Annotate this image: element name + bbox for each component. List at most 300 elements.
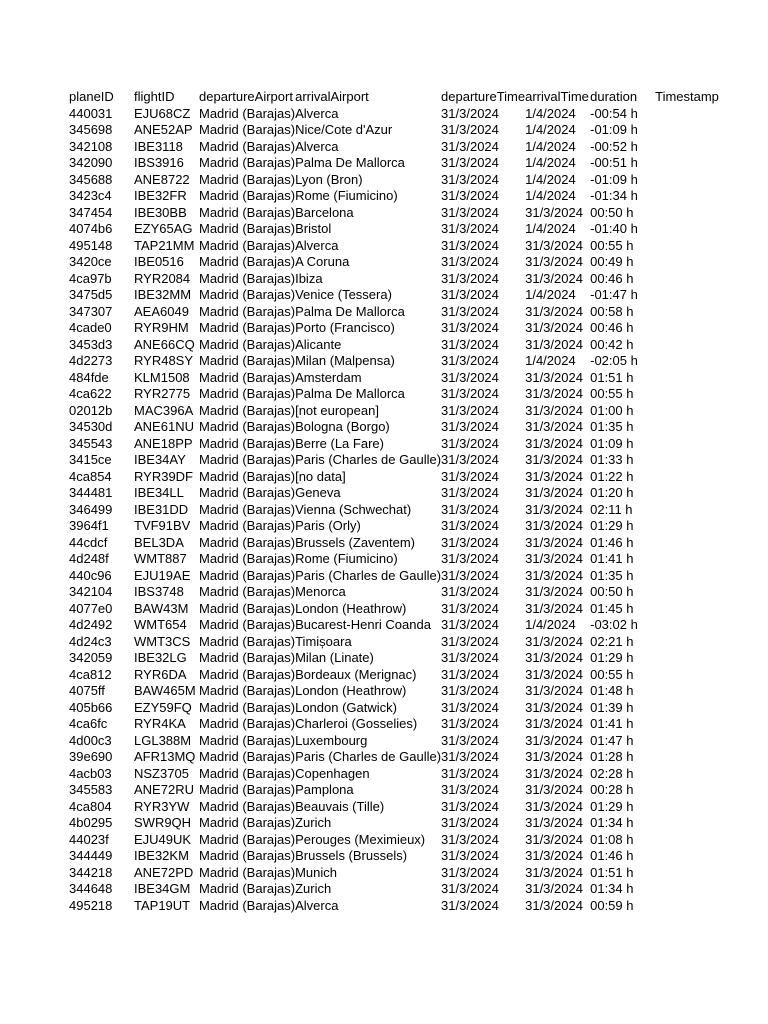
table-cell[interactable]: 495148 <box>69 237 113 253</box>
table-cell[interactable]: 01:00 h <box>590 402 634 418</box>
table-cell[interactable]: 31/3/2024 <box>441 732 499 748</box>
table-cell[interactable]: 31/3/2024 <box>441 716 499 731</box>
table-cell[interactable]: Bologna (Borgo) <box>295 419 390 434</box>
table-cell[interactable]: 01:51 h <box>590 369 634 385</box>
table-cell[interactable]: 31/3/2024 <box>525 320 583 335</box>
table-cell[interactable]: 31/3/2024 <box>525 303 583 319</box>
table-cell[interactable]: 1/4/2024 <box>525 171 576 187</box>
table-cell[interactable]: 31/3/2024 <box>525 435 583 451</box>
header-cell[interactable]: arrivalAirport <box>295 89 369 104</box>
table-cell[interactable]: 01:20 h <box>590 485 634 500</box>
table-cell[interactable]: 31/3/2024 <box>441 683 499 698</box>
table-cell[interactable] <box>655 485 735 502</box>
table-cell[interactable]: ANE18PP <box>134 435 193 451</box>
table-cell[interactable]: 31/3/2024 <box>525 501 583 517</box>
table-cell[interactable]: 345688 <box>69 171 113 187</box>
table-cell[interactable]: 01:46 h <box>590 534 634 550</box>
table-cell[interactable]: Madrid (Barajas) <box>199 105 296 121</box>
table-cell[interactable]: Brussels (Brussels) <box>295 848 408 863</box>
table-cell[interactable]: 31/3/2024 <box>525 254 583 269</box>
table-cell[interactable]: [no data] <box>295 468 346 484</box>
table-cell[interactable]: Madrid (Barajas) <box>199 386 296 401</box>
table-cell[interactable]: 39e690 <box>69 749 113 764</box>
table-cell[interactable]: Paris (Charles de Gaulle) <box>295 452 442 467</box>
table-cell[interactable]: Madrid (Barajas) <box>199 138 296 154</box>
table-cell[interactable]: Venice (Tessera) <box>295 287 392 302</box>
table-cell[interactable]: Madrid (Barajas) <box>199 650 296 665</box>
table-cell[interactable]: IBE34AY <box>134 452 186 467</box>
table-cell[interactable]: 31/3/2024 <box>441 171 499 187</box>
table-cell[interactable]: A Coruna <box>295 254 350 269</box>
table-cell[interactable]: 31/3/2024 <box>441 897 499 913</box>
table-cell[interactable]: Madrid (Barajas) <box>199 848 296 863</box>
table-cell[interactable]: 31/3/2024 <box>441 138 499 154</box>
table-cell[interactable]: 01:33 h <box>590 452 634 467</box>
table-cell[interactable]: Barcelona <box>295 204 354 220</box>
table-cell[interactable]: 1/4/2024 <box>525 188 576 203</box>
table-cell[interactable]: Madrid (Barajas) <box>199 485 296 500</box>
header-cell[interactable]: arrivalTime <box>525 89 589 104</box>
table-cell[interactable]: NSZ3705 <box>134 765 189 781</box>
table-cell[interactable]: London (Heathrow) <box>295 600 407 616</box>
table-cell[interactable]: -01:09 h <box>590 122 638 137</box>
table-cell[interactable]: Alverca <box>295 237 339 253</box>
table-cell[interactable]: -01:47 h <box>590 287 638 302</box>
table-cell[interactable]: Madrid (Barajas) <box>199 518 296 533</box>
table-cell[interactable] <box>655 320 735 337</box>
table-cell[interactable]: IBS3916 <box>134 155 184 170</box>
table-cell[interactable]: TVF91BV <box>134 518 191 533</box>
table-cell[interactable]: 31/3/2024 <box>441 435 499 451</box>
table-cell[interactable]: 1/4/2024 <box>525 155 576 170</box>
table-cell[interactable]: 31/3/2024 <box>525 716 583 731</box>
table-cell[interactable] <box>655 172 735 189</box>
table-cell[interactable]: 31/3/2024 <box>441 353 499 368</box>
table-cell[interactable]: 31/3/2024 <box>441 518 499 533</box>
table-cell[interactable]: 31/3/2024 <box>441 633 499 649</box>
table-cell[interactable]: 345543 <box>69 435 113 451</box>
table-cell[interactable] <box>655 799 735 816</box>
table-cell[interactable]: Madrid (Barajas) <box>199 320 296 335</box>
table-cell[interactable]: Madrid (Barajas) <box>199 584 296 599</box>
table-cell[interactable]: 31/3/2024 <box>441 848 499 863</box>
table-cell[interactable]: 00:42 h <box>590 336 634 352</box>
table-cell[interactable] <box>655 535 735 552</box>
table-cell[interactable] <box>655 469 735 486</box>
table-cell[interactable]: 31/3/2024 <box>441 270 499 286</box>
table-cell[interactable]: 31/3/2024 <box>525 468 583 484</box>
table-cell[interactable]: 01:28 h <box>590 749 634 764</box>
table-cell[interactable]: Madrid (Barajas) <box>199 188 296 203</box>
table-cell[interactable]: 342108 <box>69 138 113 154</box>
table-cell[interactable]: 31/3/2024 <box>525 402 583 418</box>
table-cell[interactable] <box>655 749 735 766</box>
table-cell[interactable]: -03:02 h <box>590 617 638 632</box>
table-cell[interactable]: EZY59FQ <box>134 699 192 715</box>
table-cell[interactable] <box>655 238 735 255</box>
table-cell[interactable] <box>655 568 735 585</box>
table-cell[interactable]: 31/3/2024 <box>525 336 583 352</box>
table-cell[interactable]: 31/3/2024 <box>441 501 499 517</box>
table-cell[interactable]: 01:41 h <box>590 716 634 731</box>
table-cell[interactable] <box>655 584 735 601</box>
table-cell[interactable] <box>655 337 735 354</box>
table-cell[interactable]: 01:46 h <box>590 848 634 863</box>
table-cell[interactable]: Madrid (Barajas) <box>199 501 296 517</box>
table-cell[interactable]: Beauvais (Tille) <box>295 798 385 814</box>
table-cell[interactable]: ANE72RU <box>134 782 194 797</box>
table-cell[interactable]: Copenhagen <box>295 765 370 781</box>
table-cell[interactable]: Milan (Malpensa) <box>295 353 395 368</box>
table-cell[interactable]: Madrid (Barajas) <box>199 534 296 550</box>
table-cell[interactable]: 440031 <box>69 105 113 121</box>
table-cell[interactable]: Madrid (Barajas) <box>199 897 296 913</box>
table-cell[interactable]: Madrid (Barajas) <box>199 353 296 368</box>
table-cell[interactable]: 31/3/2024 <box>441 254 499 269</box>
table-cell[interactable]: 4d24c3 <box>69 633 112 649</box>
table-cell[interactable]: 1/4/2024 <box>525 287 576 302</box>
table-cell[interactable]: Madrid (Barajas) <box>199 683 296 698</box>
table-cell[interactable]: ANE72PD <box>134 864 194 880</box>
table-cell[interactable]: 31/3/2024 <box>525 881 583 896</box>
table-cell[interactable]: 31/3/2024 <box>525 518 583 533</box>
table-cell[interactable]: 3415ce <box>69 452 112 467</box>
table-cell[interactable]: Alverca <box>295 138 339 154</box>
table-cell[interactable]: 01:35 h <box>590 419 634 434</box>
table-cell[interactable]: -00:51 h <box>590 155 638 170</box>
table-cell[interactable]: -01:40 h <box>590 221 638 236</box>
table-cell[interactable]: 00:50 h <box>590 204 634 220</box>
table-cell[interactable] <box>655 634 735 651</box>
table-cell[interactable]: Madrid (Barajas) <box>199 221 296 236</box>
table-cell[interactable]: RYR4KA <box>134 716 186 731</box>
table-cell[interactable]: 3475d5 <box>69 287 113 302</box>
table-cell[interactable]: ANE8722 <box>134 171 190 187</box>
table-cell[interactable]: 4ca622 <box>69 386 112 401</box>
table-cell[interactable]: IBE32FR <box>134 188 187 203</box>
table-cell[interactable]: -01:34 h <box>590 188 638 203</box>
table-cell[interactable]: 1/4/2024 <box>525 617 576 632</box>
table-cell[interactable]: 00:50 h <box>590 584 634 599</box>
table-cell[interactable]: 01:22 h <box>590 468 634 484</box>
table-cell[interactable]: 31/3/2024 <box>525 831 583 847</box>
table-cell[interactable]: IBE31DD <box>134 501 189 517</box>
table-cell[interactable]: Madrid (Barajas) <box>199 749 296 764</box>
table-cell[interactable]: Alverca <box>295 105 339 121</box>
table-cell[interactable]: Madrid (Barajas) <box>199 287 296 302</box>
table-cell[interactable]: Madrid (Barajas) <box>199 881 296 896</box>
table-cell[interactable]: Luxembourg <box>295 732 368 748</box>
table-cell[interactable]: 31/3/2024 <box>525 815 583 830</box>
table-cell[interactable]: 00:58 h <box>590 303 634 319</box>
table-cell[interactable]: 1/4/2024 <box>525 105 576 121</box>
table-cell[interactable]: 31/3/2024 <box>441 765 499 781</box>
table-cell[interactable]: -02:05 h <box>590 353 638 368</box>
table-cell[interactable]: Lyon (Bron) <box>295 171 363 187</box>
table-cell[interactable]: Paris (Orly) <box>295 518 361 533</box>
table-cell[interactable] <box>655 122 735 139</box>
table-cell[interactable]: 4d2273 <box>69 353 113 368</box>
table-cell[interactable]: 31/3/2024 <box>441 204 499 220</box>
table-cell[interactable]: RYR3YW <box>134 798 190 814</box>
table-cell[interactable]: WMT654 <box>134 617 187 632</box>
table-cell[interactable]: Milan (Linate) <box>295 650 374 665</box>
table-cell[interactable]: 405b66 <box>69 699 113 715</box>
table-cell[interactable]: 342090 <box>69 155 113 170</box>
table-cell[interactable]: 31/3/2024 <box>525 386 583 401</box>
table-cell[interactable]: 01:45 h <box>590 600 634 616</box>
table-cell[interactable]: 31/3/2024 <box>441 617 499 632</box>
table-cell[interactable]: Palma De Mallorca <box>295 303 405 319</box>
table-cell[interactable]: TAP21MM <box>134 237 195 253</box>
table-cell[interactable]: Paris (Charles de Gaulle) <box>295 567 442 583</box>
table-cell[interactable]: RYR39DF <box>134 468 194 484</box>
table-cell[interactable]: BAW43M <box>134 600 189 616</box>
table-cell[interactable] <box>655 436 735 453</box>
table-cell[interactable]: 00:59 h <box>590 897 634 913</box>
table-cell[interactable] <box>655 601 735 618</box>
table-cell[interactable]: 31/3/2024 <box>441 584 499 599</box>
table-cell[interactable]: 31/3/2024 <box>441 336 499 352</box>
table-cell[interactable]: Madrid (Barajas) <box>199 254 296 269</box>
table-cell[interactable]: 31/3/2024 <box>441 122 499 137</box>
table-cell[interactable]: KLM1508 <box>134 369 190 385</box>
table-cell[interactable]: Madrid (Barajas) <box>199 831 296 847</box>
table-cell[interactable]: Amsterdam <box>295 369 362 385</box>
table-cell[interactable]: Madrid (Barajas) <box>199 864 296 880</box>
table-cell[interactable]: Pamplona <box>295 782 354 797</box>
table-cell[interactable]: 44cdcf <box>69 534 108 550</box>
table-cell[interactable]: RYR6DA <box>134 666 187 682</box>
table-cell[interactable]: 31/3/2024 <box>525 897 583 913</box>
table-cell[interactable]: 4d00c3 <box>69 732 112 748</box>
table-cell[interactable]: Perouges (Meximieux) <box>295 831 426 847</box>
table-cell[interactable]: RYR2775 <box>134 386 191 401</box>
table-cell[interactable]: 31/3/2024 <box>525 633 583 649</box>
table-cell[interactable]: Alicante <box>295 336 342 352</box>
table-cell[interactable]: 31/3/2024 <box>525 765 583 781</box>
table-cell[interactable] <box>655 683 735 700</box>
table-cell[interactable] <box>655 419 735 436</box>
table-cell[interactable]: EZY65AG <box>134 221 193 236</box>
table-cell[interactable]: 342059 <box>69 650 113 665</box>
table-cell[interactable]: 4ca97b <box>69 270 112 286</box>
table-cell[interactable]: AFR13MQ <box>134 749 196 764</box>
table-cell[interactable] <box>655 304 735 321</box>
table-cell[interactable] <box>655 832 735 849</box>
table-cell[interactable]: 31/3/2024 <box>441 831 499 847</box>
table-cell[interactable]: 440c96 <box>69 567 112 583</box>
table-cell[interactable]: 4074b6 <box>69 221 113 236</box>
table-cell[interactable]: 31/3/2024 <box>525 452 583 467</box>
table-cell[interactable]: 31/3/2024 <box>441 699 499 715</box>
table-cell[interactable]: -00:54 h <box>590 105 638 121</box>
table-cell[interactable]: 344449 <box>69 848 113 863</box>
table-cell[interactable]: 344648 <box>69 881 113 896</box>
table-cell[interactable]: 31/3/2024 <box>525 798 583 814</box>
table-cell[interactable]: Alverca <box>295 897 339 913</box>
table-cell[interactable]: Madrid (Barajas) <box>199 798 296 814</box>
table-cell[interactable]: SWR9QH <box>134 815 192 830</box>
table-cell[interactable]: 3423c4 <box>69 188 112 203</box>
table-cell[interactable]: 31/3/2024 <box>441 369 499 385</box>
table-cell[interactable]: IBE32LG <box>134 650 187 665</box>
table-cell[interactable]: 31/3/2024 <box>441 105 499 121</box>
table-cell[interactable] <box>655 518 735 535</box>
table-cell[interactable]: 31/3/2024 <box>525 732 583 748</box>
table-cell[interactable]: 31/3/2024 <box>441 782 499 797</box>
table-cell[interactable] <box>655 452 735 469</box>
table-cell[interactable] <box>655 551 735 568</box>
table-cell[interactable]: 347307 <box>69 303 113 319</box>
table-cell[interactable]: 31/3/2024 <box>441 386 499 401</box>
table-cell[interactable]: Madrid (Barajas) <box>199 699 296 715</box>
table-cell[interactable]: 01:08 h <box>590 831 634 847</box>
table-cell[interactable]: IBE30BB <box>134 204 187 220</box>
table-cell[interactable]: 31/3/2024 <box>441 650 499 665</box>
table-cell[interactable]: Palma De Mallorca <box>295 386 405 401</box>
table-cell[interactable]: 01:51 h <box>590 864 634 880</box>
table-cell[interactable]: Madrid (Barajas) <box>199 237 296 253</box>
table-cell[interactable]: 31/3/2024 <box>441 666 499 682</box>
table-cell[interactable]: Madrid (Barajas) <box>199 551 296 566</box>
table-cell[interactable]: 3453d3 <box>69 336 113 352</box>
table-cell[interactable]: 31/3/2024 <box>441 815 499 830</box>
header-cell[interactable]: departureTime <box>441 89 526 104</box>
table-cell[interactable]: 3420ce <box>69 254 112 269</box>
table-cell[interactable]: 31/3/2024 <box>525 600 583 616</box>
table-cell[interactable]: 31/3/2024 <box>441 320 499 335</box>
table-cell[interactable]: Madrid (Barajas) <box>199 303 296 319</box>
table-cell[interactable]: 345698 <box>69 122 113 137</box>
table-cell[interactable]: Madrid (Barajas) <box>199 419 296 434</box>
table-cell[interactable]: 31/3/2024 <box>525 270 583 286</box>
table-cell[interactable]: 1/4/2024 <box>525 353 576 368</box>
table-cell[interactable]: ANE61NU <box>134 419 194 434</box>
table-cell[interactable]: Madrid (Barajas) <box>199 468 296 484</box>
header-cell[interactable]: flightID <box>134 89 175 104</box>
table-cell[interactable]: LGL388M <box>134 732 192 748</box>
table-cell[interactable]: 4ca6fc <box>69 716 108 731</box>
table-cell[interactable]: Madrid (Barajas) <box>199 402 296 418</box>
table-cell[interactable]: Madrid (Barajas) <box>199 633 296 649</box>
table-cell[interactable]: Madrid (Barajas) <box>199 600 296 616</box>
table-cell[interactable]: IBE34GM <box>134 881 191 896</box>
table-cell[interactable] <box>655 353 735 370</box>
table-cell[interactable]: 31/3/2024 <box>525 534 583 550</box>
table-cell[interactable]: Madrid (Barajas) <box>199 732 296 748</box>
table-cell[interactable]: 31/3/2024 <box>525 485 583 500</box>
table-cell[interactable] <box>655 386 735 403</box>
table-cell[interactable]: 02:28 h <box>590 765 634 781</box>
table-cell[interactable]: IBE32KM <box>134 848 189 863</box>
table-cell[interactable]: 31/3/2024 <box>441 287 499 302</box>
table-cell[interactable]: 31/3/2024 <box>441 402 499 418</box>
table-cell[interactable]: WMT887 <box>134 551 187 566</box>
table-cell[interactable]: Madrid (Barajas) <box>199 171 296 187</box>
table-cell[interactable]: Zurich <box>295 881 332 896</box>
table-cell[interactable]: 31/3/2024 <box>525 666 583 682</box>
table-cell[interactable]: 01:29 h <box>590 798 634 814</box>
table-cell[interactable]: 31/3/2024 <box>441 798 499 814</box>
table-cell[interactable] <box>655 205 735 222</box>
table-cell[interactable]: Madrid (Barajas) <box>199 122 296 137</box>
table-cell[interactable] <box>655 716 735 733</box>
table-cell[interactable] <box>655 766 735 783</box>
table-cell[interactable]: AEA6049 <box>134 303 189 319</box>
table-cell[interactable] <box>655 650 735 667</box>
table-cell[interactable] <box>655 700 735 717</box>
table-cell[interactable]: Madrid (Barajas) <box>199 666 296 682</box>
table-cell[interactable]: Rome (Fiumicino) <box>295 188 398 203</box>
table-cell[interactable] <box>655 667 735 684</box>
table-cell[interactable]: 01:34 h <box>590 815 634 830</box>
table-cell[interactable]: Vienna (Schwechat) <box>295 501 412 517</box>
table-cell[interactable]: WMT3CS <box>134 633 191 649</box>
table-cell[interactable]: 31/3/2024 <box>525 419 583 434</box>
table-cell[interactable]: London (Heathrow) <box>295 683 407 698</box>
table-cell[interactable]: Palma De Mallorca <box>295 155 405 170</box>
table-cell[interactable]: Porto (Francisco) <box>295 320 395 335</box>
table-cell[interactable]: 4d2492 <box>69 617 113 632</box>
table-cell[interactable]: 00:55 h <box>590 237 634 253</box>
table-cell[interactable]: 31/3/2024 <box>525 369 583 385</box>
table-cell[interactable]: Nice/Cote d'Azur <box>295 122 393 137</box>
table-cell[interactable]: 01:35 h <box>590 567 634 583</box>
table-cell[interactable]: 01:48 h <box>590 683 634 698</box>
table-cell[interactable]: MAC396A <box>134 402 194 418</box>
table-cell[interactable]: IBE32MM <box>134 287 192 302</box>
table-cell[interactable]: RYR48SY <box>134 353 194 368</box>
table-cell[interactable]: EJU49UK <box>134 831 192 847</box>
table-cell[interactable]: 31/3/2024 <box>525 204 583 220</box>
table-cell[interactable]: 31/3/2024 <box>525 782 583 797</box>
table-cell[interactable]: 00:28 h <box>590 782 634 797</box>
table-cell[interactable]: Munich <box>295 864 338 880</box>
table-cell[interactable]: 00:55 h <box>590 386 634 401</box>
table-cell[interactable]: Madrid (Barajas) <box>199 815 296 830</box>
table-cell[interactable]: Brussels (Zaventem) <box>295 534 416 550</box>
table-cell[interactable]: 31/3/2024 <box>441 534 499 550</box>
table-cell[interactable]: 346499 <box>69 501 113 517</box>
table-cell[interactable] <box>655 271 735 288</box>
table-cell[interactable]: ANE52AP <box>134 122 193 137</box>
table-cell[interactable]: 31/3/2024 <box>441 237 499 253</box>
table-cell[interactable]: 00:49 h <box>590 254 634 269</box>
table-cell[interactable]: 4acb03 <box>69 765 112 781</box>
table-cell[interactable]: 31/3/2024 <box>441 452 499 467</box>
table-cell[interactable] <box>655 898 735 915</box>
table-cell[interactable]: 31/3/2024 <box>525 650 583 665</box>
table-cell[interactable] <box>655 502 735 519</box>
table-cell[interactable]: IBE34LL <box>134 485 184 500</box>
table-cell[interactable]: 347454 <box>69 204 113 220</box>
table-cell[interactable]: Madrid (Barajas) <box>199 270 296 286</box>
table-cell[interactable]: 4d248f <box>69 551 109 566</box>
table-cell[interactable]: 01:29 h <box>590 518 634 533</box>
table-cell[interactable]: Zurich <box>295 815 332 830</box>
table-cell[interactable]: ANE66CQ <box>134 336 195 352</box>
table-cell[interactable]: 31/3/2024 <box>441 188 499 203</box>
table-cell[interactable]: 4075ff <box>69 683 105 698</box>
table-cell[interactable]: 1/4/2024 <box>525 122 576 137</box>
table-cell[interactable]: EJU68CZ <box>134 105 191 121</box>
table-cell[interactable]: 00:55 h <box>590 666 634 682</box>
table-cell[interactable]: 31/3/2024 <box>441 567 499 583</box>
table-cell[interactable] <box>655 403 735 420</box>
table-cell[interactable]: 345583 <box>69 782 113 797</box>
table-cell[interactable] <box>655 733 735 750</box>
